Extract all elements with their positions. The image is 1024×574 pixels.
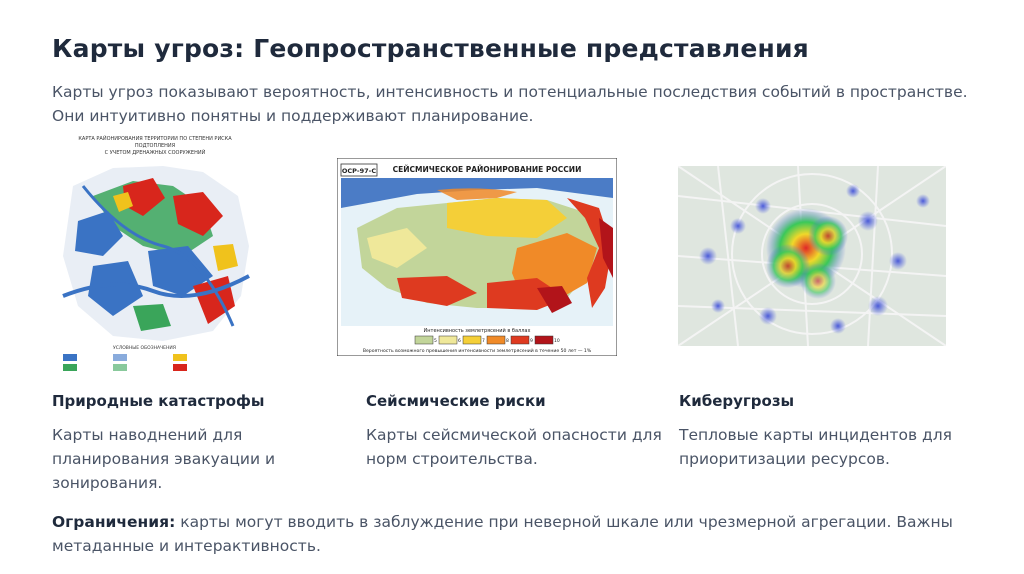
seismic-legend-swatch bbox=[439, 336, 457, 344]
flood-risk-map-image bbox=[53, 126, 257, 382]
seismic-zoning-map-image bbox=[337, 158, 617, 356]
flood-map-caption-2: ПОДТОПЛЕНИЯ bbox=[134, 143, 176, 149]
limitations-note bbox=[52, 510, 972, 558]
seismic-legend-label: 7 bbox=[482, 339, 485, 344]
column-title-natural-disasters: Природные катастрофы bbox=[52, 392, 265, 410]
column-title-seismic-risks: Сейсмические риски bbox=[366, 392, 546, 410]
flood-legend-title: УСЛОВНЫЕ ОБОЗНАЧЕНИЯ bbox=[113, 346, 176, 351]
seismic-legend-note: Вероятность возможного превышения интенсивности землетрясений в течение 50 лет — 1% bbox=[362, 349, 592, 354]
seismic-legend-label: 9 bbox=[530, 339, 533, 344]
seismic-legend-title: Интенсивность землетрясений в баллах bbox=[423, 328, 531, 334]
seismic-legend-label: 10 bbox=[554, 339, 560, 344]
column-title-cyber-threats: Киберугрозы bbox=[679, 392, 795, 410]
seismic-legend-swatch bbox=[535, 336, 553, 344]
seismic-legend-swatch bbox=[511, 336, 529, 344]
flood-map-body bbox=[63, 166, 249, 341]
seismic-map-title: СЕЙСМИЧЕСКОЕ РАЙОНИРОВАНИЕ РОССИИ bbox=[392, 165, 582, 174]
page-title: Карты угроз: Геопространственные представления bbox=[52, 34, 809, 63]
flood-map-caption-1: КАРТА РАЙОНИРОВАНИЯ ТЕРРИТОРИИ ПО СТЕПЕНИ РИСКА bbox=[78, 136, 232, 142]
intro-text: Карты угроз показывают вероятность, интенсивность и потенциальные последствия событий в пространстве. Они интуитивно понятны и поддерживают планирование. bbox=[52, 83, 968, 125]
seismic-legend-swatch bbox=[415, 336, 433, 344]
cyber-heatmap-image bbox=[678, 166, 946, 346]
seismic-map-code: ОСР-97-С bbox=[341, 167, 377, 175]
seismic-legend-label: 6 bbox=[458, 339, 461, 344]
limitations-label: Ограничения: bbox=[52, 513, 176, 531]
column-text-natural-disasters: Карты наводнений для планирования эвакуации и зонирования. bbox=[52, 426, 276, 492]
column-text-seismic-risks: Карты сейсмической опасности для норм строительства. bbox=[366, 426, 662, 468]
seismic-legend-swatch bbox=[487, 336, 505, 344]
flood-map-caption-3: С УЧЕТОМ ДРЕНАЖНЫХ СООРУЖЕНИЙ bbox=[104, 150, 206, 156]
seismic-legend-label: 5 bbox=[434, 339, 437, 344]
limitations-text: карты могут вводить в заблуждение при неверной шкале или чрезмерной агрегации. Важны метаданные и интерактивность. bbox=[52, 513, 953, 555]
column-text-cyber-threats: Тепловые карты инцидентов для приоритизации ресурсов. bbox=[679, 426, 952, 468]
seismic-legend-label: 8 bbox=[506, 339, 509, 344]
seismic-legend-swatch bbox=[463, 336, 481, 344]
